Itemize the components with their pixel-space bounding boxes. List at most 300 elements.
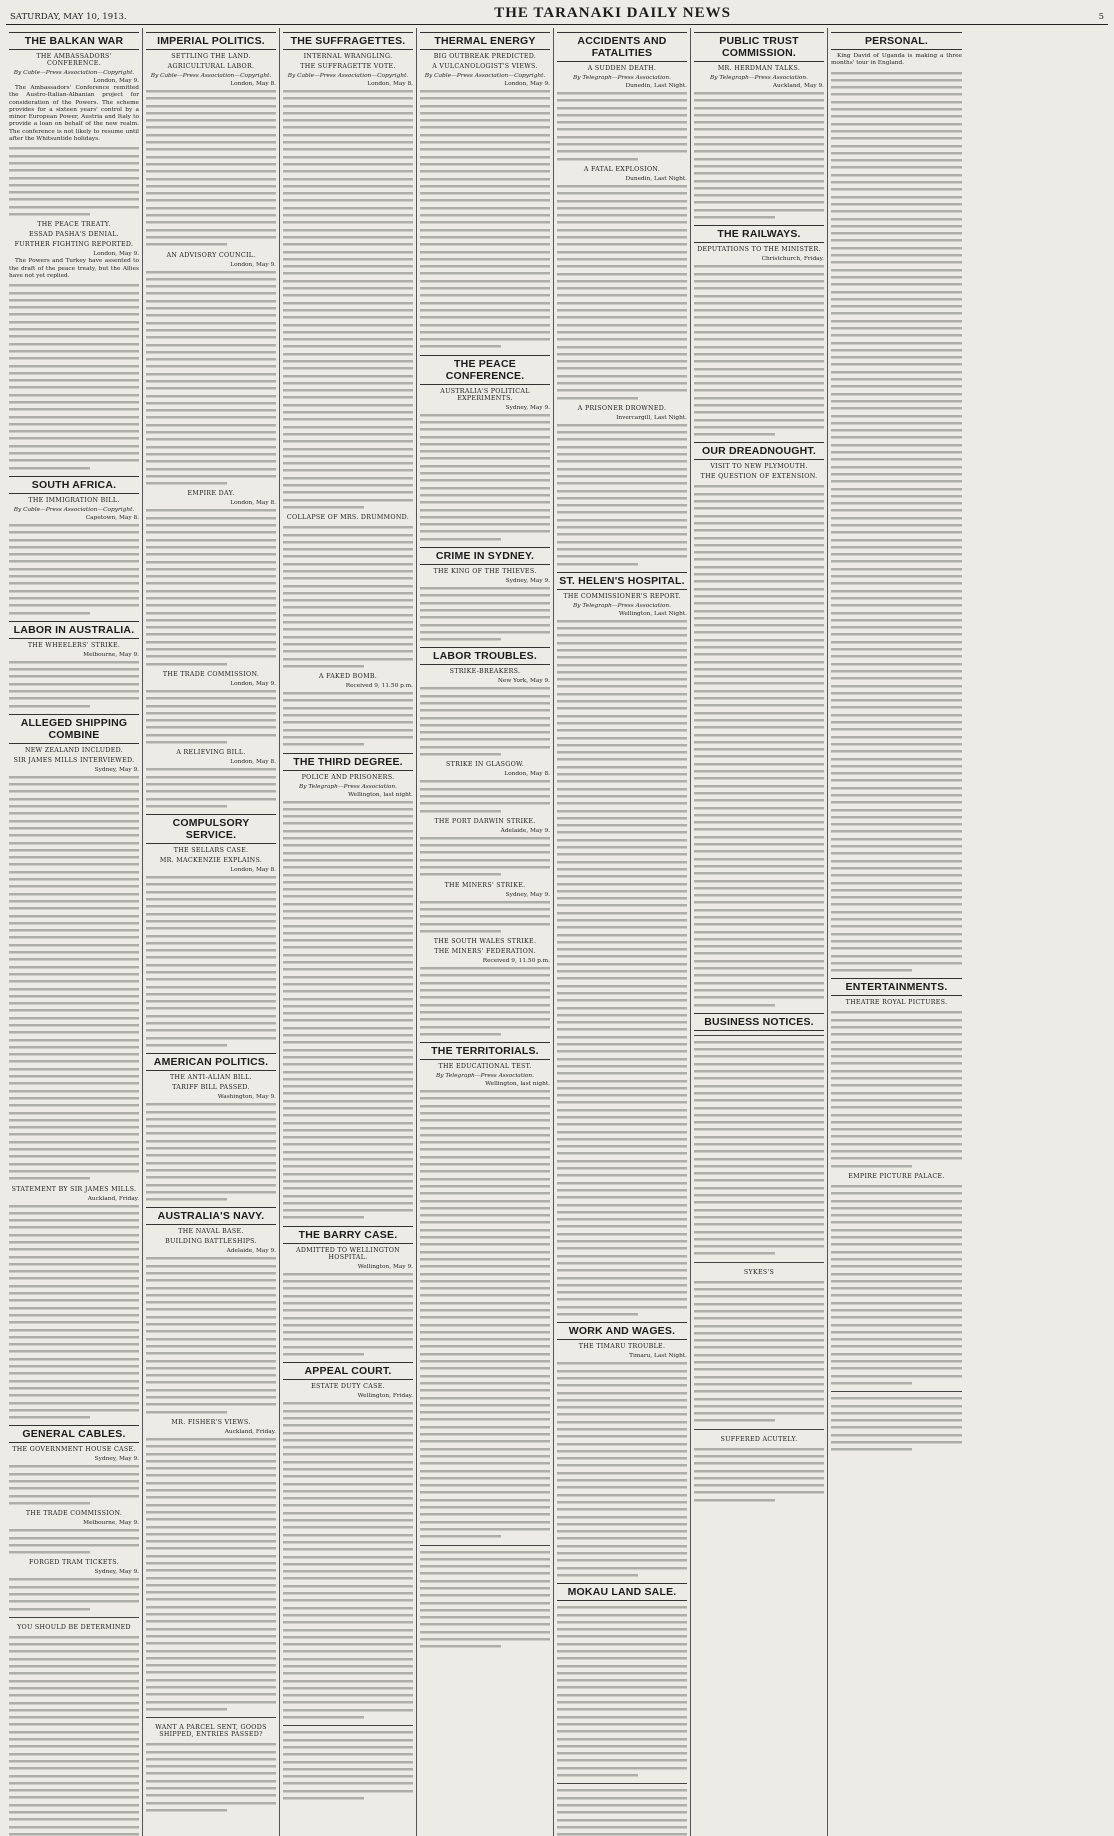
body-text-line — [146, 661, 227, 668]
body-text-line — [831, 1256, 962, 1263]
body-text-line — [9, 384, 139, 391]
section-heading-text: AMERICAN POLITICS. — [153, 1056, 269, 1069]
body-text-line — [420, 1358, 550, 1365]
section-heading — [420, 32, 550, 50]
body-text-line — [146, 803, 227, 810]
article-dateline: Dunedin, Last Night. — [625, 175, 687, 182]
body-text-line — [146, 1336, 276, 1343]
body-text-line — [831, 1068, 962, 1075]
body-text-line — [831, 719, 962, 726]
body-text-line — [420, 994, 550, 1001]
body-text-line — [831, 814, 962, 821]
body-text-line — [283, 307, 413, 314]
body-text-line — [557, 1158, 687, 1165]
body-text-line — [283, 1351, 364, 1358]
body-text-line — [831, 887, 962, 894]
body-text-line — [283, 1532, 413, 1539]
body-text-line — [694, 556, 824, 563]
body-text-line — [9, 326, 139, 333]
body-text-line — [283, 944, 413, 951]
body-text-line — [831, 245, 962, 252]
body-text-line — [557, 531, 687, 538]
body-text-line — [694, 513, 824, 520]
body-text-line — [557, 561, 638, 568]
article-subheading: STATEMENT BY SIR JAMES MILLS. — [11, 1185, 137, 1193]
body-text-line — [283, 1583, 413, 1590]
body-text-line — [146, 1138, 276, 1145]
body-text-line — [831, 449, 962, 456]
body-text-line — [557, 1514, 687, 1521]
body-text-line — [831, 1183, 962, 1190]
body-text-line — [694, 1396, 824, 1403]
body-text-line — [283, 146, 413, 153]
body-text-line — [831, 595, 962, 602]
body-text-line — [283, 1539, 413, 1546]
body-text-line — [146, 1372, 276, 1379]
body-text-line — [557, 1499, 687, 1506]
body-text-line — [831, 537, 962, 544]
body-text-line — [557, 851, 687, 858]
body-text-line — [694, 395, 824, 402]
section-heading — [283, 1362, 413, 1380]
body-text-line — [283, 719, 413, 726]
body-text-line — [831, 1343, 962, 1350]
body-text-line — [557, 1390, 687, 1397]
body-text-line — [831, 1133, 962, 1140]
article — [146, 857, 276, 1049]
body-text-line — [9, 1721, 139, 1728]
body-text-line — [831, 522, 962, 529]
body-text-line — [420, 835, 550, 842]
body-text-line — [420, 1556, 550, 1563]
body-text-line — [557, 953, 687, 960]
body-text-line — [146, 1379, 276, 1386]
body-text-line — [694, 1359, 824, 1366]
body-text-line — [694, 629, 824, 636]
body-text-line — [9, 450, 139, 457]
body-text-line — [283, 712, 413, 719]
section-heading-text: THE SUFFRAGETTES. — [290, 35, 406, 47]
body-text-line — [420, 507, 550, 514]
body-text-line — [557, 1470, 687, 1477]
body-text-line — [146, 1800, 276, 1807]
body-text-line — [694, 178, 824, 185]
body-text-line — [283, 1010, 413, 1017]
body-text-line — [831, 1263, 962, 1270]
body-text-line — [557, 1172, 687, 1179]
body-text-line — [831, 369, 962, 376]
body-text-line — [557, 1150, 687, 1157]
body-text-line — [146, 283, 276, 290]
body-text-line — [831, 967, 912, 974]
body-text-line — [831, 1141, 962, 1148]
body-text-line — [694, 527, 824, 534]
body-text-line — [420, 1263, 550, 1270]
body-text-line — [831, 99, 962, 106]
body-text-line — [557, 895, 687, 902]
body-text-line — [146, 1270, 276, 1277]
body-text-line — [557, 488, 687, 495]
body-text-line — [283, 1634, 413, 1641]
body-text-line — [283, 1003, 413, 1010]
body-text-line — [283, 1766, 413, 1773]
body-text-line — [420, 693, 550, 700]
body-text-line — [420, 1373, 550, 1380]
body-text-line — [831, 1212, 962, 1219]
body-text-line — [694, 199, 824, 206]
body-text-line — [146, 378, 276, 385]
body-text-line — [9, 1542, 139, 1549]
body-text-line — [694, 819, 824, 826]
body-text-line — [9, 934, 139, 941]
body-text-line — [831, 420, 962, 427]
body-text-line — [557, 1143, 687, 1150]
body-text-line — [283, 806, 413, 813]
body-text-line — [694, 1090, 824, 1097]
body-text-line — [831, 464, 962, 471]
body-text-line — [694, 1323, 824, 1330]
article — [557, 593, 687, 1319]
body-text-line — [420, 314, 550, 321]
body-text-line — [694, 1053, 824, 1060]
body-text-line — [283, 424, 413, 431]
body-text-line — [420, 1117, 550, 1124]
body-text-line — [146, 414, 276, 421]
body-text-line — [283, 1149, 413, 1156]
body-text-line — [420, 1351, 550, 1358]
column-grid — [6, 28, 1108, 1836]
body-text-line — [557, 990, 687, 997]
body-text-line — [146, 1611, 276, 1618]
body-text-line — [9, 1080, 139, 1087]
body-text-line — [283, 1466, 413, 1473]
body-text-line — [283, 1444, 413, 1451]
body-text-line — [420, 521, 550, 528]
body-text-line — [831, 230, 962, 237]
body-text-line — [694, 1388, 824, 1395]
body-text-line — [831, 376, 962, 383]
body-text-line — [146, 1545, 276, 1552]
body-text-line — [146, 161, 276, 168]
body-text-line — [831, 121, 962, 128]
body-text-line — [694, 300, 824, 307]
body-text-line — [694, 914, 824, 921]
body-text-line — [283, 1120, 413, 1127]
body-text-line — [283, 1648, 413, 1655]
body-text-line — [283, 1193, 413, 1200]
body-text-line — [831, 931, 962, 938]
body-text-line — [420, 793, 550, 800]
body-text-line — [557, 1304, 687, 1311]
article — [9, 642, 139, 710]
body-text-line — [420, 1416, 550, 1423]
body-text-line — [9, 1392, 139, 1399]
body-text-line — [146, 602, 276, 609]
body-text-line — [283, 966, 413, 973]
body-text-line — [831, 551, 962, 558]
body-text-line — [557, 1296, 687, 1303]
body-text-line — [694, 97, 824, 104]
body-text-line — [146, 400, 276, 407]
body-text-line — [9, 876, 139, 883]
body-text-line — [557, 1795, 687, 1802]
article-dateline: Wellington, May 9. — [357, 1263, 413, 1270]
body-text-line — [9, 703, 90, 710]
body-text-line — [831, 77, 962, 84]
body-text-line — [831, 865, 962, 872]
body-text-line — [557, 263, 687, 270]
body-text-line — [557, 105, 687, 112]
article-subheading: AUSTRALIA'S POLITICAL EXPERIMENTS. — [440, 387, 530, 402]
body-text-line — [694, 1075, 824, 1082]
body-text-line — [283, 656, 413, 663]
body-text-line — [283, 1105, 413, 1112]
body-text-line — [557, 1267, 687, 1274]
body-text-line — [694, 921, 824, 928]
body-text-line — [694, 1243, 824, 1250]
article-subheading: THE QUESTION OF EXTENSION. — [700, 473, 818, 481]
body-text-line — [831, 880, 962, 887]
body-text-line — [9, 666, 139, 673]
body-text-line — [146, 896, 276, 903]
body-text-line — [283, 1759, 413, 1766]
body-text-line — [694, 593, 824, 600]
body-text-line — [420, 1475, 550, 1482]
body-text-line — [146, 466, 276, 473]
body-text-line — [694, 637, 824, 644]
body-text-line — [831, 529, 962, 536]
body-text-line — [9, 986, 139, 993]
body-text-line — [283, 524, 413, 531]
body-text-line — [694, 358, 824, 365]
body-text-line — [694, 1221, 824, 1228]
body-text-line — [420, 842, 550, 849]
article-dateline: Wellington, Last Night. — [618, 610, 687, 617]
body-text-line — [831, 259, 962, 266]
article-dateline: Received 9, 11.50 p.m. — [482, 958, 550, 965]
body-text-line — [694, 1229, 824, 1236]
body-text-line — [283, 604, 413, 611]
body-text-line — [420, 322, 550, 329]
article-subheading: THE ANTI-ALIAN BILL. — [170, 1074, 252, 1082]
masthead-date: SATURDAY, MAY 10, 1913. — [10, 12, 127, 22]
body-text-line — [831, 128, 962, 135]
body-text-line — [557, 771, 687, 778]
body-text-line — [557, 1070, 687, 1077]
body-text-line — [557, 1699, 687, 1706]
body-text-line — [146, 132, 276, 139]
body-text-line — [831, 1126, 962, 1133]
body-text-line — [557, 271, 687, 278]
body-text-line — [420, 1489, 550, 1496]
body-text-line — [283, 1141, 413, 1148]
body-text-line — [831, 945, 962, 952]
article-subheading: BIG OUTBREAK PREDICTED. — [433, 53, 537, 60]
body-text-line — [9, 847, 139, 854]
body-text-line — [557, 1005, 687, 1012]
section-heading — [283, 1226, 413, 1244]
body-text-line — [831, 391, 962, 398]
article-subheading: ESSAD PASHA'S DENIAL. — [29, 231, 119, 239]
body-text-line — [283, 1546, 413, 1553]
body-text-line — [9, 1327, 139, 1334]
article — [9, 1559, 139, 1612]
body-text-line — [831, 1060, 962, 1067]
body-text-line — [420, 1125, 550, 1132]
body-text-line — [283, 1408, 413, 1415]
body-text-line — [9, 1363, 139, 1370]
body-text-line — [694, 1337, 824, 1344]
body-text-line — [557, 1655, 687, 1662]
body-text-line — [146, 183, 276, 190]
body-text-line — [9, 1478, 139, 1485]
body-text-line — [146, 874, 276, 881]
body-text-line — [420, 463, 550, 470]
body-text-line — [557, 509, 687, 516]
body-text-line — [831, 1278, 962, 1285]
body-text-line — [283, 249, 413, 256]
body-text-line — [557, 300, 687, 307]
body-text-line — [283, 197, 413, 204]
article — [146, 1074, 276, 1081]
body-text-line — [694, 1453, 824, 1460]
body-text-line — [420, 514, 550, 521]
body-text-line — [9, 145, 139, 152]
body-text-line — [694, 761, 824, 768]
body-text-line — [557, 387, 687, 394]
body-text-line — [420, 607, 550, 614]
body-text-line — [831, 172, 962, 179]
body-text-line — [9, 1153, 139, 1160]
section-heading — [420, 647, 550, 665]
body-text-line — [283, 908, 413, 915]
body-text-line — [420, 1139, 550, 1146]
body-text-line — [831, 1410, 962, 1417]
body-text-line — [9, 1254, 139, 1261]
body-text-line — [146, 1101, 276, 1108]
body-text-line — [283, 901, 413, 908]
section-heading-text: ST. HELEN'S HOSPITAL. — [559, 574, 685, 587]
body-text-line — [283, 183, 413, 190]
body-text-line — [694, 746, 824, 753]
body-text-line — [420, 1504, 550, 1511]
advertisement — [9, 1617, 139, 1836]
body-text-line — [146, 451, 276, 458]
body-text-line — [146, 710, 276, 717]
body-text-line — [694, 163, 824, 170]
body-text-line — [557, 1085, 687, 1092]
body-text-line — [557, 720, 687, 727]
body-text-line — [146, 903, 276, 910]
body-text-line — [283, 988, 413, 995]
body-text-line — [831, 332, 962, 339]
article-dateline: Sydney, May 9. — [505, 891, 550, 898]
body-text-line — [9, 854, 139, 861]
article — [420, 818, 550, 879]
body-text-line — [9, 825, 139, 832]
body-text-line — [557, 1019, 687, 1026]
body-text-line — [283, 365, 413, 372]
body-text-line — [146, 947, 276, 954]
body-text-line — [9, 1549, 90, 1556]
body-text-line — [831, 500, 962, 507]
body-text-line — [557, 997, 687, 1004]
body-text-line — [146, 646, 276, 653]
body-text-line — [557, 873, 687, 880]
body-text-line — [831, 923, 962, 930]
body-text-line — [557, 1275, 687, 1282]
body-text-line — [694, 366, 824, 373]
body-text-line — [9, 399, 139, 406]
body-text-line — [694, 644, 824, 651]
body-text-line — [146, 298, 276, 305]
section-heading-text: WORK AND WAGES. — [568, 1325, 676, 1338]
body-text-line — [831, 113, 962, 120]
article-dateline: London, May 8. — [230, 81, 276, 87]
body-text-line — [557, 205, 687, 212]
body-text-line — [283, 959, 413, 966]
body-text-line — [420, 921, 550, 928]
body-text-line — [283, 504, 364, 511]
body-text-line — [9, 949, 139, 956]
body-text-line — [420, 1526, 550, 1533]
body-text-line — [9, 1685, 139, 1692]
body-text-line — [146, 595, 276, 602]
body-text-line — [694, 1301, 824, 1308]
body-text-line — [694, 659, 824, 666]
body-text-line — [420, 729, 550, 736]
body-text-line — [146, 1321, 276, 1328]
article-subheading: VISIT TO NEW PLYMOUTH. — [710, 463, 808, 471]
body-text-line — [831, 434, 962, 441]
body-text-line — [146, 566, 276, 573]
section-heading — [694, 442, 824, 460]
body-text-line — [831, 1039, 962, 1046]
body-text-line — [557, 961, 687, 968]
body-text-line — [9, 175, 139, 182]
body-text-line — [694, 1366, 824, 1373]
article-subheading: A FATAL EXPLOSION. — [583, 165, 661, 173]
body-text-line — [9, 443, 139, 450]
body-text-line — [146, 624, 276, 631]
body-text-line — [694, 775, 824, 782]
body-text-line — [146, 88, 276, 95]
body-text-line — [283, 1061, 413, 1068]
article-subheading: MR. HERDMAN TALKS. — [717, 65, 801, 72]
section-heading — [420, 355, 550, 385]
body-text-line — [420, 132, 550, 139]
article — [283, 1383, 413, 1721]
body-text-line — [283, 1098, 413, 1105]
body-text-line — [9, 333, 139, 340]
body-text-line — [557, 946, 687, 953]
section-heading — [146, 1207, 276, 1225]
body-text-line — [9, 796, 139, 803]
body-text-line — [146, 1706, 227, 1713]
body-text-line — [694, 1214, 824, 1221]
body-text-line — [146, 1005, 276, 1012]
col-7 — [828, 28, 965, 1836]
body-text-line — [146, 1394, 276, 1401]
body-text-line — [694, 156, 824, 163]
body-text-line — [831, 1075, 962, 1082]
body-text-line — [831, 1249, 962, 1256]
body-text-line — [420, 176, 550, 183]
body-text-line — [557, 859, 687, 866]
body-text-line — [146, 1263, 276, 1270]
article-subheading: MR. MACKENZIE EXPLAINS. — [159, 857, 263, 865]
body-text-line — [283, 1293, 413, 1300]
